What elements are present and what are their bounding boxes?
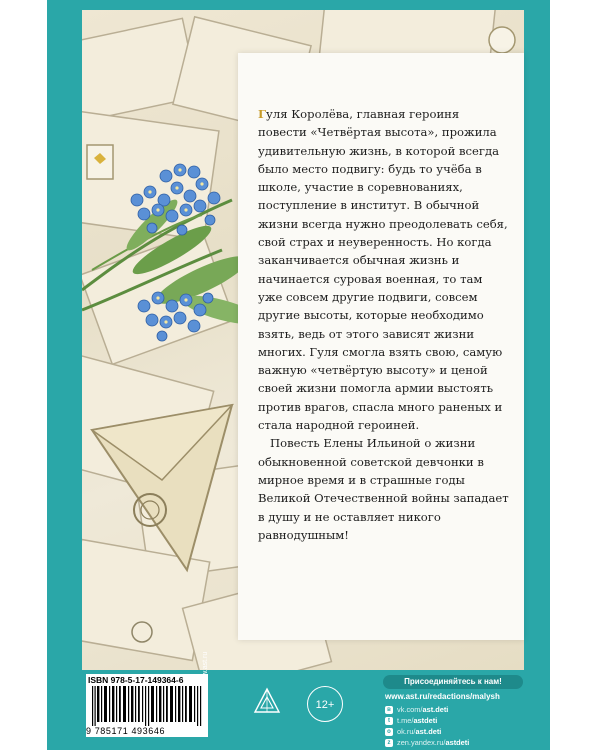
- paragraph-1-text: уля Королёва, главная героиня повести «Четвёртая высота», прожила удивительную жизнь, в которой всегда было место подвигу: будь то учёба в школе, участие в соревнованиях, поступление в институт. В обычной жизни всегда нужно преодолевать себя, свой страх и неуверенность. Но когда заканчивается обычная жизнь и начинается суровая военная, то там уже совсем другие подвиги, совсем другие высоты, которые необходимо взять, ведь от этого зависят жизни многих. Гуля смогла взять свою, самую важную «четвёртую высоту» и ценой своей жизни помогла армии выстоять против врагов, спасла много раненых и стала народной героиней.: [258, 107, 508, 433]
- social-link-telegram[interactable]: t t.me/ astdeti: [385, 715, 437, 726]
- description-panel: [238, 53, 524, 640]
- publisher-site: www.ast.ru: [202, 651, 209, 686]
- age-rating-badge: 12+: [307, 686, 343, 722]
- paragraph-2: Повесть Елены Ильиной о жизни обыкновенной советской девчонки в мирное время и в страшные годы Великой Отечественной войны западает в душу и не оставляет никого равнодушным!: [258, 436, 509, 542]
- publisher-link[interactable]: www.ast.ru/redactions/malysh: [385, 692, 500, 701]
- zen-icon: z: [385, 739, 393, 747]
- social-link-vk[interactable]: в vk.com/ ast.deti: [385, 704, 448, 715]
- barcode-bars: [92, 686, 204, 726]
- isbn-label: ISBN 978-5-17-149364-6: [88, 675, 184, 685]
- barcode-digits: 9 785171 493646: [86, 726, 166, 736]
- paragraph-1: [258, 105, 510, 434]
- isbn-barcode: [86, 674, 208, 737]
- publisher-logo-icon: [252, 686, 282, 716]
- social-link-zen[interactable]: z zen.yandex.ru/ astdeti: [385, 737, 469, 748]
- telegram-icon: t: [385, 717, 393, 725]
- odnoklassniki-icon: о: [385, 728, 393, 736]
- social-link-odnoklassniki[interactable]: о ok.ru/ ast.deti: [385, 726, 441, 737]
- dropcap-letter: Г: [258, 107, 267, 121]
- description-text: [258, 105, 510, 544]
- vk-icon: в: [385, 706, 393, 714]
- join-us-banner: Присоединяйтесь к нам!: [383, 675, 523, 689]
